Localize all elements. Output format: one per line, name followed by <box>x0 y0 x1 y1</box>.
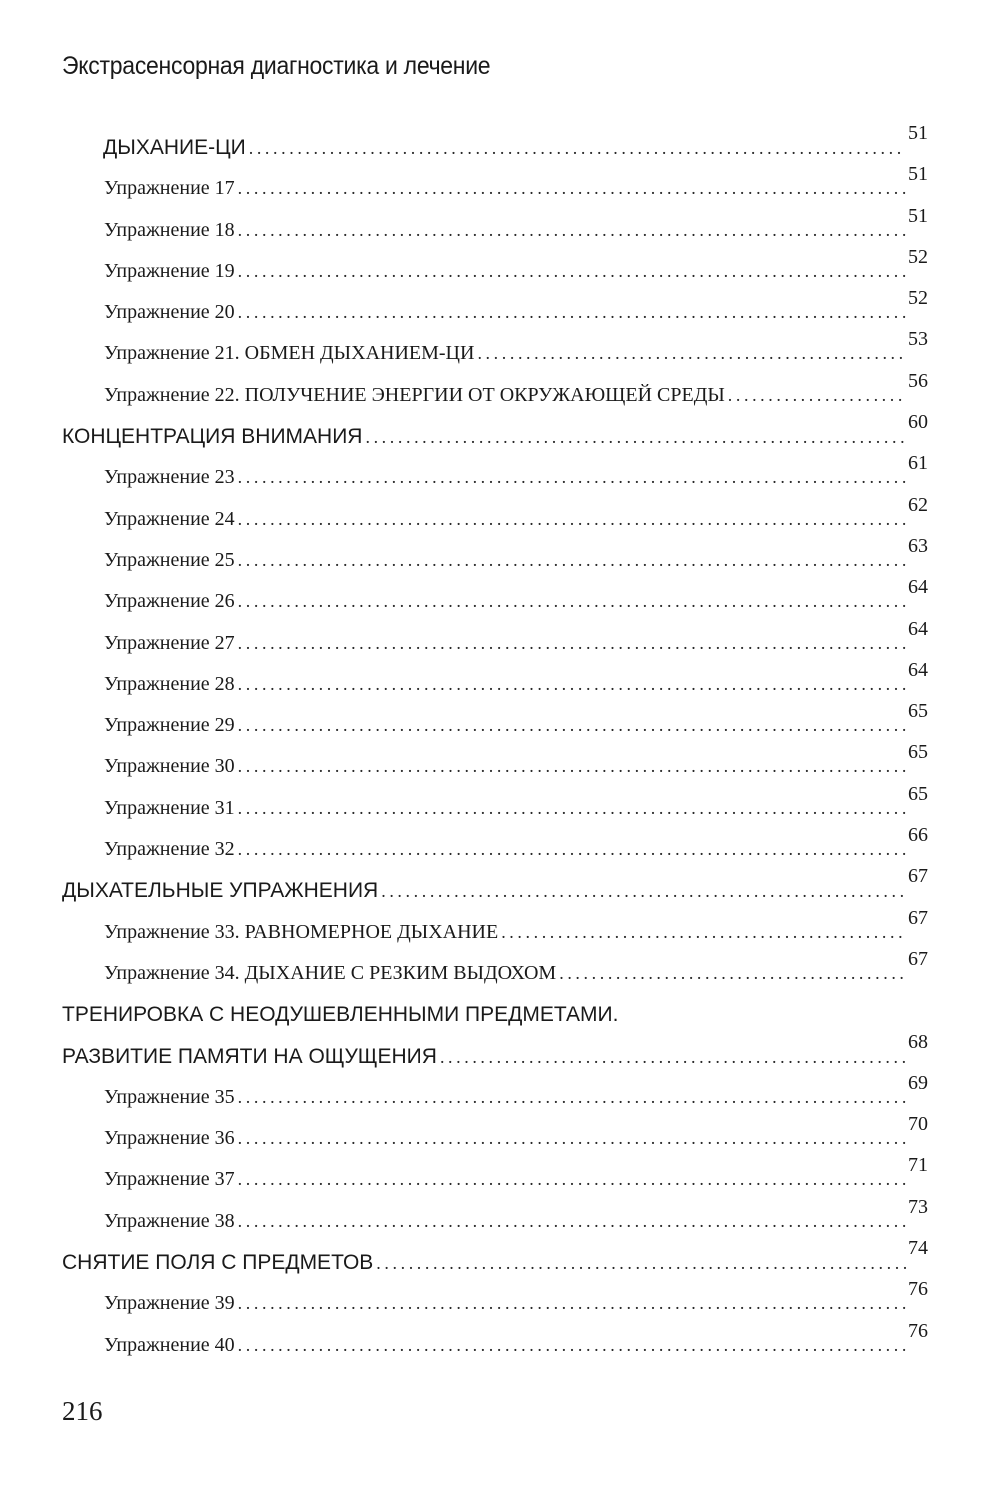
toc-page-number: 65 <box>908 782 928 805</box>
toc-exercise-title: Упражнение 36 <box>104 1127 235 1150</box>
toc-entry <box>62 1278 928 1324</box>
toc-entry <box>62 287 928 333</box>
dot-leader <box>376 1243 906 1284</box>
dot-leader <box>238 168 906 209</box>
toc-exercise-title: Упражнение 24 <box>104 507 235 530</box>
dot-leader <box>238 499 906 540</box>
toc-page-number: 65 <box>908 741 928 764</box>
toc-entry <box>62 493 928 540</box>
toc-page-number: 62 <box>908 493 928 516</box>
toc-exercise-title: Упражнение 39 <box>104 1292 235 1315</box>
toc-page-number: 51 <box>908 122 928 144</box>
toc-page-number: 68 <box>908 1030 928 1053</box>
toc-exercise-title: Упражнение 32 <box>104 838 235 861</box>
toc-page-number: 63 <box>908 534 928 557</box>
dot-leader <box>238 581 906 622</box>
toc-entry <box>62 245 928 292</box>
toc-page-number: 70 <box>908 1113 928 1136</box>
toc-exercise-title: Упражнение 20 <box>104 301 235 324</box>
toc-section-title: РАЗВИТИЕ ПАМЯТИ НА ОЩУЩЕНИЯ <box>62 1044 437 1068</box>
dot-leader <box>238 251 906 292</box>
toc-page-number: 60 <box>908 411 928 434</box>
toc-exercise-title: Упражнение 30 <box>104 755 235 778</box>
toc-page-number: 66 <box>908 824 928 847</box>
toc-page-number: 61 <box>908 452 928 475</box>
toc-page-number: 74 <box>908 1237 928 1260</box>
dot-leader <box>238 1325 906 1366</box>
toc-section-title: КОНЦЕНТРАЦИЯ ВНИМАНИЯ <box>62 425 363 449</box>
toc-exercise-title: Упражнение 34. ДЫХАНИЕ С РЕЗКИМ ВЫДОХОМ <box>104 961 557 984</box>
page-number: 216 <box>62 1396 103 1426</box>
toc-entry <box>62 534 928 581</box>
dot-leader <box>238 540 906 581</box>
dot-leader <box>440 1037 906 1078</box>
dot-leader <box>238 1283 906 1324</box>
toc-page-number: 67 <box>908 947 928 970</box>
toc-exercise-title: Упражнение 31 <box>104 796 235 819</box>
toc-entry <box>62 1113 928 1159</box>
dot-leader <box>238 457 906 498</box>
toc-exercise-title: Упражнение 37 <box>104 1168 235 1191</box>
toc-entry <box>62 1030 928 1077</box>
dot-leader <box>501 912 906 953</box>
toc-entry <box>62 411 928 457</box>
toc-page-number: 69 <box>908 1071 928 1094</box>
toc-exercise-title: Упражнение 26 <box>104 590 235 613</box>
toc-exercise-title: Упражнение 25 <box>104 548 235 571</box>
dot-leader <box>238 1077 906 1118</box>
toc-page-number: 64 <box>908 658 928 681</box>
dot-leader <box>238 788 906 829</box>
toc-exercise-title: Упражнение 33. РАВНОМЕРНОЕ ДЫХАНИЕ <box>104 920 499 943</box>
toc-page-number: 67 <box>908 865 928 888</box>
toc-entry <box>62 700 928 746</box>
toc-entry <box>62 1071 928 1118</box>
toc-section-title: СНЯТИЕ ПОЛЯ С ПРЕДМЕТОВ <box>62 1251 374 1275</box>
toc-entry <box>62 741 928 787</box>
dot-leader <box>238 829 906 870</box>
dot-leader <box>238 705 906 746</box>
dot-leader <box>238 1118 906 1159</box>
dot-leader <box>381 871 906 912</box>
toc-exercise-title: Упражнение 27 <box>104 631 235 654</box>
toc-exercise-title: Упражнение 40 <box>104 1333 235 1356</box>
toc-entry <box>62 122 928 168</box>
toc-page-number: 53 <box>908 328 928 351</box>
toc-page-number: 76 <box>908 1278 928 1301</box>
running-title: Экстрасенсорная диагностика и лечение <box>62 52 491 80</box>
dot-leader <box>238 746 906 787</box>
toc-entry <box>62 906 928 953</box>
dot-leader <box>559 953 906 994</box>
toc-entry <box>62 1319 928 1366</box>
toc-entry <box>62 1237 928 1283</box>
toc-exercise-title: Упражнение 38 <box>104 1209 235 1232</box>
toc-page-number: 51 <box>908 163 928 186</box>
toc-entry <box>62 782 928 829</box>
toc-entry <box>62 658 928 705</box>
dot-leader <box>477 333 906 374</box>
toc-section-title: ДЫХАНИЕ-ЦИ <box>103 136 246 159</box>
toc-page-number: 52 <box>908 245 928 268</box>
toc-page-number: 76 <box>908 1319 928 1342</box>
toc-section-title: ДЫХАТЕЛЬНЫЕ УПРАЖНЕНИЯ <box>62 879 379 903</box>
toc-entry <box>62 576 928 622</box>
toc-entry <box>62 865 928 911</box>
toc-exercise-title: Упражнение 21. ОБМЕН ДЫХАНИЕМ-ЦИ <box>104 342 475 365</box>
toc-entry <box>62 824 928 870</box>
toc-page-number: 56 <box>908 369 928 392</box>
toc-page-number: 51 <box>908 204 928 227</box>
toc-page-number: 73 <box>908 1195 928 1218</box>
toc-exercise-title: Упражнение 22. ПОЛУЧЕНИЕ ЭНЕРГИИ ОТ ОКРУЖАЮЩЕЙ СРЕДЫ <box>104 383 725 406</box>
dot-leader <box>238 1201 906 1242</box>
toc-exercise-title: Упражнение 18 <box>104 218 235 241</box>
toc-page-number: 52 <box>908 287 928 310</box>
table-of-contents <box>62 122 928 1366</box>
toc-page-number: 71 <box>908 1154 928 1177</box>
toc-entry <box>62 452 928 498</box>
toc-exercise-title: Упражнение 29 <box>104 714 235 737</box>
toc-entry <box>62 947 928 994</box>
dot-leader <box>238 1159 906 1200</box>
dot-leader <box>238 292 906 333</box>
toc-exercise-title: Упражнение 23 <box>104 466 235 489</box>
toc-entry <box>62 994 928 1035</box>
toc-exercise-title: Упражнение 28 <box>104 672 235 695</box>
dot-leader <box>238 210 906 251</box>
toc-entry <box>62 328 928 374</box>
toc-entry <box>62 369 928 416</box>
toc-page-number: 64 <box>908 617 928 640</box>
toc-section-title: ТРЕНИРОВКА С НЕОДУШЕВЛЕННЫМИ ПРЕДМЕТАМИ. <box>62 1003 619 1027</box>
toc-entry <box>62 1195 928 1242</box>
toc-page-number: 67 <box>908 906 928 929</box>
dot-leader <box>249 128 906 169</box>
toc-exercise-title: Упражнение 19 <box>104 259 235 282</box>
toc-exercise-title: Упражнение 17 <box>104 177 235 200</box>
toc-entry <box>62 163 928 209</box>
toc-page-number: 65 <box>908 700 928 723</box>
toc-page-number: 64 <box>908 576 928 599</box>
toc-exercise-title: Упражнение 35 <box>104 1085 235 1108</box>
toc-entry <box>62 617 928 664</box>
dot-leader <box>238 664 906 705</box>
dot-leader <box>728 375 906 416</box>
toc-entry <box>62 204 928 251</box>
toc-entry <box>62 1154 928 1200</box>
dot-leader <box>238 623 906 664</box>
dot-leader <box>365 417 906 458</box>
